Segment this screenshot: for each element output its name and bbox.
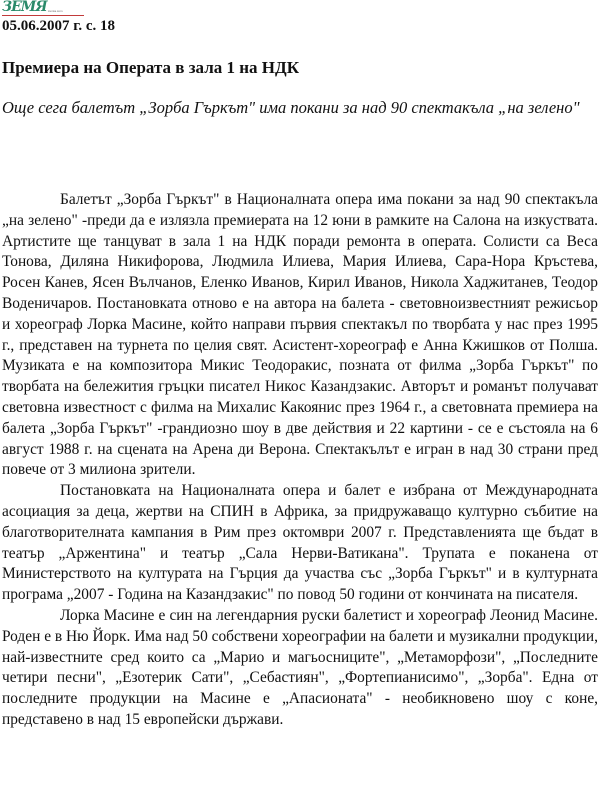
logo-underline: [2, 15, 84, 16]
article-headline: Премиера на Операта в зала 1 на НДК: [2, 58, 300, 77]
article-subheadline: Още сега балетът „Зорба Гъркът" има покани за над 90 спектакъла „на зелено": [2, 98, 580, 117]
article-body: [2, 190, 598, 731]
logo-subtitle: zemia.com: [48, 9, 63, 13]
article-paragraph: Лорка Масине е син на легендарния руски балетист и хореограф Леонид Масине. Роден е в Ню Йорк. Има над 50 собствени хореографии на балети и музикални продукции, най-известните сред които са „Марио и магьосниците", „Метаморфози", „Последните четири песни", „Езотерик Сати", „Себастиян", „Фортепианисимо", „Зорба". Една от последните продукции на Масине е „Апасионата" - необикновено шоу с коне, представено в над 15 европейски държави.: [2, 606, 598, 728]
newspaper-logo: [2, 0, 82, 14]
dateline: 05.06.2007 г. с. 18: [2, 18, 116, 34]
article-paragraph: Балетът „Зорба Гъркът" в Националната опера има покани за над 90 спектакъла „на зелено" -преди да е излязла премиерата на 12 юни в рамките на Салона на изкуствата. Артистите ще танцуват в зала 1 на НДК поради ремонта в операта. Солисти са Веса Тонова, Диляна Никифорова, Людмила Илиева, Мария Илиева, Сара-Нора Кръстева, Росен Канев, Ясен Вълчанов, Еленко Иванов, Кирил Иванов, Никола Хаджитанев, Теодор Воденичаров. Постановката отново е на автора на балета - световноизвестният режисьор и хореограф Лорка Масине, който направи първия спектакъл по творбата у нас през 1995 г., представен на турнета по целия свят. Асистент-хореограф е Анна Кжишков от Полша. Музиката е на композитора Микис Теодоракис, позната от филма „Зорба Гъркът" по творбата на бележития гръцки писател Никос Казандзакис. Авторът и романът получават световна известност с филма на Михалис Какоянис през 1964 г., а световната премиера на балета „Зорба Гъркът" -грандиозно шоу в две действия и 22 картини - се е състояла на 6 август 1988 г. на сцената на Арена ди Верона. Спектакълът е игран в над 30 страни пред повече от 3 милиона зрители.: [2, 191, 598, 479]
article-paragraph: Постановката на Националната опера и балет е избрана от Международната асоциация за деца, жертви на СПИН в Африка, за придружаващо културно събитие на благотворителната кампания в Рим през октомври 2007 г. Представленията ще бъдат в театър „Аржентина" и театър „Сала Нерви-Ватикана". Трупата е поканена от Министерството на културата на Гърция да участва със „Зорба Гъркът" и в културната програма „2007 - Година на Казандзакис" по повод 50 години от кончината на писателя.: [2, 482, 598, 604]
logo-wordmark: ЗЕМЯ: [2, 0, 47, 15]
